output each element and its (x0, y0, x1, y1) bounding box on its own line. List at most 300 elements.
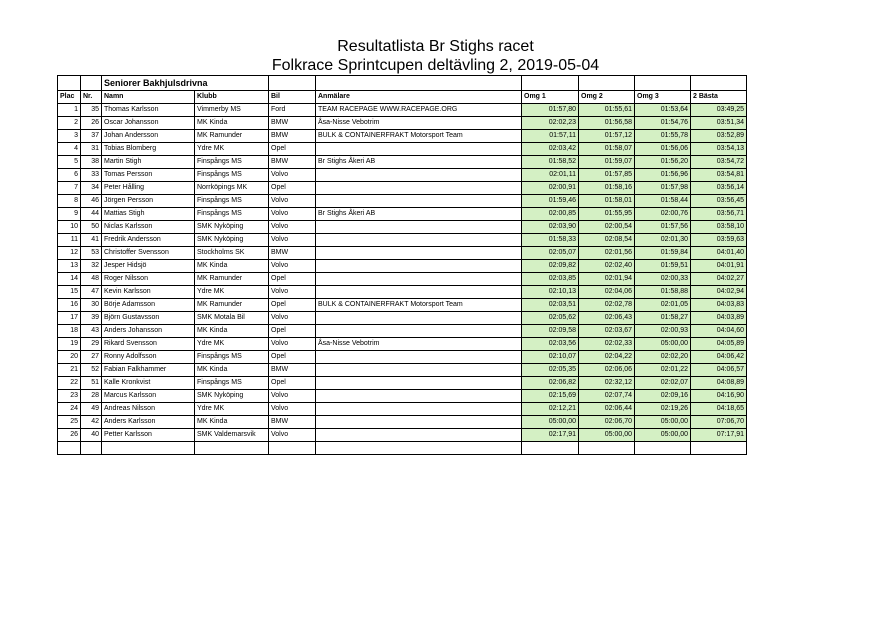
cell-klubb: Finspångs MS (195, 156, 269, 169)
cell-klubb: Ydre MK (195, 403, 269, 416)
cell-namn: Jesper Hidsjö (102, 260, 195, 273)
cell-klubb: Ydre MK (195, 338, 269, 351)
cell-plac: 19 (58, 338, 81, 351)
cell-omg3: 02:09,16 (635, 390, 691, 403)
table-row (58, 390, 747, 403)
results-subtitle: Folkrace Sprintcupen deltävling 2, 2019-05-04 (271, 57, 600, 74)
cell-omg3: 01:59,84 (635, 247, 691, 260)
cell-klubb: MK Kinda (195, 416, 269, 429)
cell-anmalare (316, 221, 522, 234)
cell-2basta: 03:56,45 (691, 195, 747, 208)
cell-2basta: 04:05,89 (691, 338, 747, 351)
cell-omg2: 01:57,85 (579, 169, 635, 182)
cell-omg3: 02:00,33 (635, 273, 691, 286)
cell-omg3: 02:01,05 (635, 299, 691, 312)
cell-anmalare: BULK & CONTAINERFRAKT Motorsport Team (316, 130, 522, 143)
cell-klubb: Finspångs MS (195, 169, 269, 182)
cell-namn: Martin Stigh (102, 156, 195, 169)
cell-omg2: 02:06,70 (579, 416, 635, 429)
cell-klubb: SMK Nyköping (195, 221, 269, 234)
table-row (58, 130, 747, 143)
cell-namn: Anders Karlsson (102, 416, 195, 429)
table-row (58, 247, 747, 260)
cell-omg2: 02:02,33 (579, 338, 635, 351)
cell-anmalare (316, 143, 522, 156)
cell-omg2: 02:06,44 (579, 403, 635, 416)
table-row (58, 260, 747, 273)
cell-2basta: 03:56,14 (691, 182, 747, 195)
cell-omg3: 01:56,20 (635, 156, 691, 169)
cell-omg3: 01:53,64 (635, 104, 691, 117)
cell-omg2: 01:55,61 (579, 104, 635, 117)
cell-omg2: 01:59,07 (579, 156, 635, 169)
cell-klubb: MK Ramunder (195, 130, 269, 143)
cell-klubb: SMK Nyköping (195, 390, 269, 403)
cell-nr: 32 (81, 260, 102, 273)
cell-omg1: 01:58,52 (522, 156, 579, 169)
cell-anmalare (316, 364, 522, 377)
header-omg3: Omg 3 (635, 91, 691, 104)
cell-omg1: 02:09,82 (522, 260, 579, 273)
cell-plac: 7 (58, 182, 81, 195)
cell-nr: 29 (81, 338, 102, 351)
cell-omg2: 02:02,40 (579, 260, 635, 273)
cell-plac: 22 (58, 377, 81, 390)
cell-namn: Johan Andersson (102, 130, 195, 143)
cell-anmalare (316, 286, 522, 299)
cell-klubb: SMK Motala Bil (195, 312, 269, 325)
cell-bil: Opel (269, 325, 316, 338)
cell-namn: Christoffer Svensson (102, 247, 195, 260)
cell-nr: 30 (81, 299, 102, 312)
cell-omg1: 02:10,07 (522, 351, 579, 364)
cell-2basta: 03:49,25 (691, 104, 747, 117)
cell-omg1: 02:15,69 (522, 390, 579, 403)
cell-2basta: 04:08,89 (691, 377, 747, 390)
cell-plac: 21 (58, 364, 81, 377)
cell-2basta: 04:06,57 (691, 364, 747, 377)
cell-plac: 3 (58, 130, 81, 143)
table-row (58, 286, 747, 299)
cell-omg3: 01:55,78 (635, 130, 691, 143)
cell-anmalare (316, 390, 522, 403)
cell-bil: Volvo (269, 260, 316, 273)
cell-bil: Volvo (269, 195, 316, 208)
cell-2basta: 04:03,83 (691, 299, 747, 312)
cell-namn: Mattias Stigh (102, 208, 195, 221)
cell-namn: Kevin Karlsson (102, 286, 195, 299)
header-bil: Bil (269, 91, 316, 104)
cell-nr: 35 (81, 104, 102, 117)
cell-nr: 28 (81, 390, 102, 403)
cell-plac: 24 (58, 403, 81, 416)
cell-nr: 39 (81, 312, 102, 325)
cell-plac: 8 (58, 195, 81, 208)
cell-plac: 10 (58, 221, 81, 234)
cell-plac: 1 (58, 104, 81, 117)
table-row (58, 351, 747, 364)
cell-omg2: 01:57,12 (579, 130, 635, 143)
cell-plac: 23 (58, 390, 81, 403)
cell-omg1: 02:05,07 (522, 247, 579, 260)
cell-plac: 5 (58, 156, 81, 169)
cell-anmalare: Åsa-Nisse Vebotrim (316, 117, 522, 130)
cell-nr: 38 (81, 156, 102, 169)
cell-omg2: 02:08,54 (579, 234, 635, 247)
cell-omg3: 02:01,22 (635, 364, 691, 377)
cell-omg3: 01:57,56 (635, 221, 691, 234)
cell-anmalare (316, 312, 522, 325)
table-row (58, 221, 747, 234)
table-row (58, 416, 747, 429)
cell-anmalare (316, 234, 522, 247)
table-row (58, 234, 747, 247)
cell-namn: Anders Johansson (102, 325, 195, 338)
cell-anmalare: Br Stighs Åkeri AB (316, 156, 522, 169)
cell-2basta: 03:52,89 (691, 130, 747, 143)
cell-2basta: 04:18,65 (691, 403, 747, 416)
cell-bil: Opel (269, 299, 316, 312)
cell-omg3: 02:19,26 (635, 403, 691, 416)
cell-nr: 27 (81, 351, 102, 364)
cell-namn: Petter Karlsson (102, 429, 195, 442)
cell-2basta: 07:17,91 (691, 429, 747, 442)
table-row (58, 195, 747, 208)
cell-omg3: 02:00,76 (635, 208, 691, 221)
cell-plac: 14 (58, 273, 81, 286)
cell-plac: 12 (58, 247, 81, 260)
cell-omg1: 02:00,91 (522, 182, 579, 195)
cell-bil: Volvo (269, 403, 316, 416)
table-row (58, 143, 747, 156)
table-row (58, 364, 747, 377)
cell-klubb: Vimmerby MS (195, 104, 269, 117)
table-row (58, 312, 747, 325)
cell-bil: Volvo (269, 312, 316, 325)
cell-klubb: Finspångs MS (195, 351, 269, 364)
cell-2basta: 04:02,94 (691, 286, 747, 299)
cell-omg3: 02:00,93 (635, 325, 691, 338)
cell-plac: 15 (58, 286, 81, 299)
cell-klubb: Ydre MK (195, 143, 269, 156)
cell-anmalare: TEAM RACEPAGE WWW.RACEPAGE.ORG (316, 104, 522, 117)
cell-namn: Börje Adamsson (102, 299, 195, 312)
results-title: Resultatlista Br Stighs racet (337, 38, 534, 55)
cell-namn: Peter Hålling (102, 182, 195, 195)
cell-anmalare (316, 182, 522, 195)
cell-2basta: 03:54,13 (691, 143, 747, 156)
cell-klubb: Finspångs MS (195, 377, 269, 390)
cell-omg2: 02:00,54 (579, 221, 635, 234)
cell-2basta: 03:51,34 (691, 117, 747, 130)
cell-bil: BMW (269, 117, 316, 130)
cell-omg3: 02:02,07 (635, 377, 691, 390)
cell-namn: Andreas Nilsson (102, 403, 195, 416)
header-2basta: 2 Bästa (691, 91, 747, 104)
cell-nr: 34 (81, 182, 102, 195)
cell-nr: 26 (81, 117, 102, 130)
cell-klubb: Finspångs MS (195, 195, 269, 208)
cell-2basta: 04:03,89 (691, 312, 747, 325)
cell-omg1: 02:03,56 (522, 338, 579, 351)
table-row (58, 169, 747, 182)
cell-bil: Volvo (269, 234, 316, 247)
cell-namn: Ronny Adolfsson (102, 351, 195, 364)
cell-bil: Ford (269, 104, 316, 117)
cell-klubb: MK Ramunder (195, 273, 269, 286)
cell-omg1: 02:05,35 (522, 364, 579, 377)
cell-2basta: 04:02,27 (691, 273, 747, 286)
cell-plac: 18 (58, 325, 81, 338)
cell-namn: Oscar Johansson (102, 117, 195, 130)
cell-omg2: 02:02,78 (579, 299, 635, 312)
cell-bil: Volvo (269, 429, 316, 442)
cell-namn: Fabian Falkhammer (102, 364, 195, 377)
cell-plac: 4 (58, 143, 81, 156)
cell-anmalare (316, 325, 522, 338)
cell-bil: Opel (269, 351, 316, 364)
cell-plac: 25 (58, 416, 81, 429)
cell-anmalare (316, 169, 522, 182)
cell-namn: Kalle Kronkvist (102, 377, 195, 390)
cell-nr: 47 (81, 286, 102, 299)
header-nr: Nr. (81, 91, 102, 104)
cell-anmalare: Br Stighs Åkeri AB (316, 208, 522, 221)
table-row (58, 208, 747, 221)
cell-omg1: 02:10,13 (522, 286, 579, 299)
cell-namn: Tomas Persson (102, 169, 195, 182)
cell-plac: 9 (58, 208, 81, 221)
header-omg2: Omg 2 (579, 91, 635, 104)
table-row (58, 182, 747, 195)
table-row (58, 117, 747, 130)
cell-bil: Opel (269, 182, 316, 195)
cell-omg2: 02:04,06 (579, 286, 635, 299)
cell-omg2: 01:58,16 (579, 182, 635, 195)
cell-omg2: 02:07,74 (579, 390, 635, 403)
cell-bil: BMW (269, 416, 316, 429)
cell-omg3: 05:00,00 (635, 429, 691, 442)
cell-klubb: MK Kinda (195, 364, 269, 377)
header-anmalare: Anmälare (316, 91, 522, 104)
cell-2basta: 03:56,71 (691, 208, 747, 221)
cell-bil: Opel (269, 377, 316, 390)
cell-namn: Thomas Karlsson (102, 104, 195, 117)
cell-nr: 53 (81, 247, 102, 260)
cell-plac: 26 (58, 429, 81, 442)
cell-namn: Marcus Karlsson (102, 390, 195, 403)
cell-plac: 2 (58, 117, 81, 130)
cell-anmalare (316, 416, 522, 429)
cell-anmalare (316, 351, 522, 364)
table-row (58, 104, 747, 117)
cell-omg2: 02:06,43 (579, 312, 635, 325)
cell-omg2: 01:56,58 (579, 117, 635, 130)
table-row (58, 156, 747, 169)
cell-klubb: SMK Valdemarsvik (195, 429, 269, 442)
cell-namn: Fredrik Andersson (102, 234, 195, 247)
cell-omg1: 02:09,58 (522, 325, 579, 338)
cell-bil: BMW (269, 364, 316, 377)
cell-nr: 31 (81, 143, 102, 156)
cell-2basta: 07:06,70 (691, 416, 747, 429)
cell-omg1: 01:59,46 (522, 195, 579, 208)
cell-bil: BMW (269, 130, 316, 143)
table-row (58, 325, 747, 338)
cell-2basta: 03:59,63 (691, 234, 747, 247)
cell-omg1: 02:06,82 (522, 377, 579, 390)
cell-namn: Roger Nilsson (102, 273, 195, 286)
category-label: Seniorer Bakhjulsdrivna (102, 76, 269, 91)
cell-omg1: 01:57,11 (522, 130, 579, 143)
cell-nr: 37 (81, 130, 102, 143)
cell-omg1: 01:57,80 (522, 104, 579, 117)
cell-omg3: 01:58,44 (635, 195, 691, 208)
cell-anmalare: Åsa-Nisse Vebotrim (316, 338, 522, 351)
header-namn: Namn (102, 91, 195, 104)
cell-klubb: Stockholms SK (195, 247, 269, 260)
cell-omg3: 05:00,00 (635, 338, 691, 351)
cell-omg1: 02:03,85 (522, 273, 579, 286)
cell-klubb: MK Ramunder (195, 299, 269, 312)
cell-klubb: Finspångs MS (195, 208, 269, 221)
cell-omg1: 02:00,85 (522, 208, 579, 221)
cell-anmalare: BULK & CONTAINERFRAKT Motorsport Team (316, 299, 522, 312)
table-row (58, 429, 747, 442)
cell-namn: Björn Gustavsson (102, 312, 195, 325)
cell-omg2: 01:58,07 (579, 143, 635, 156)
cell-2basta: 04:01,40 (691, 247, 747, 260)
cell-nr: 40 (81, 429, 102, 442)
cell-omg3: 01:58,88 (635, 286, 691, 299)
cell-bil: BMW (269, 156, 316, 169)
cell-omg3: 01:58,27 (635, 312, 691, 325)
cell-omg3: 02:01,30 (635, 234, 691, 247)
cell-omg1: 02:05,62 (522, 312, 579, 325)
header-omg1: Omg 1 (522, 91, 579, 104)
cell-bil: Volvo (269, 169, 316, 182)
cell-omg1: 05:00,00 (522, 416, 579, 429)
cell-anmalare (316, 260, 522, 273)
header-klubb: Klubb (195, 91, 269, 104)
results-table (57, 75, 747, 455)
cell-nr: 43 (81, 325, 102, 338)
cell-bil: Volvo (269, 221, 316, 234)
empty-row (58, 442, 747, 455)
cell-plac: 16 (58, 299, 81, 312)
cell-omg2: 02:32,12 (579, 377, 635, 390)
cell-nr: 50 (81, 221, 102, 234)
cell-nr: 41 (81, 234, 102, 247)
cell-omg3: 05:00,00 (635, 416, 691, 429)
cell-plac: 13 (58, 260, 81, 273)
cell-omg1: 02:17,91 (522, 429, 579, 442)
cell-omg2: 01:58,01 (579, 195, 635, 208)
cell-klubb: MK Kinda (195, 117, 269, 130)
cell-omg1: 01:58,33 (522, 234, 579, 247)
cell-omg2: 02:06,06 (579, 364, 635, 377)
cell-bil: Volvo (269, 390, 316, 403)
cell-omg2: 02:01,56 (579, 247, 635, 260)
cell-nr: 33 (81, 169, 102, 182)
cell-plac: 6 (58, 169, 81, 182)
table-row (58, 403, 747, 416)
cell-bil: BMW (269, 247, 316, 260)
cell-anmalare (316, 429, 522, 442)
table-row (58, 299, 747, 312)
cell-2basta: 04:04,60 (691, 325, 747, 338)
cell-klubb: MK Kinda (195, 325, 269, 338)
cell-nr: 52 (81, 364, 102, 377)
cell-omg2: 01:55,95 (579, 208, 635, 221)
cell-anmalare (316, 273, 522, 286)
cell-omg1: 02:12,21 (522, 403, 579, 416)
cell-anmalare (316, 377, 522, 390)
cell-plac: 17 (58, 312, 81, 325)
cell-2basta: 04:16,90 (691, 390, 747, 403)
cell-nr: 51 (81, 377, 102, 390)
cell-anmalare (316, 403, 522, 416)
cell-klubb: Ydre MK (195, 286, 269, 299)
cell-2basta: 04:01,91 (691, 260, 747, 273)
cell-nr: 49 (81, 403, 102, 416)
header-plac: Plac (58, 91, 81, 104)
cell-omg2: 02:01,94 (579, 273, 635, 286)
table-row (58, 338, 747, 351)
cell-omg1: 02:02,23 (522, 117, 579, 130)
cell-omg3: 01:59,51 (635, 260, 691, 273)
cell-omg3: 02:02,20 (635, 351, 691, 364)
cell-2basta: 03:54,72 (691, 156, 747, 169)
cell-bil: Opel (269, 143, 316, 156)
table-row (58, 377, 747, 390)
cell-anmalare (316, 195, 522, 208)
cell-namn: Niclas Karlsson (102, 221, 195, 234)
cell-omg1: 02:01,11 (522, 169, 579, 182)
cell-bil: Opel (269, 273, 316, 286)
cell-omg3: 01:54,76 (635, 117, 691, 130)
cell-omg2: 02:04,22 (579, 351, 635, 364)
cell-anmalare (316, 247, 522, 260)
cell-namn: Tobias Blomberg (102, 143, 195, 156)
cell-omg3: 01:56,96 (635, 169, 691, 182)
cell-2basta: 03:54,81 (691, 169, 747, 182)
category-row (58, 76, 747, 91)
cell-plac: 11 (58, 234, 81, 247)
cell-bil: Volvo (269, 286, 316, 299)
cell-omg3: 01:56,06 (635, 143, 691, 156)
cell-2basta: 04:06,42 (691, 351, 747, 364)
cell-omg3: 01:57,98 (635, 182, 691, 195)
cell-namn: Rikard Svensson (102, 338, 195, 351)
cell-klubb: SMK Nyköping (195, 234, 269, 247)
cell-klubb: Norrköpings MK (195, 182, 269, 195)
cell-2basta: 03:58,10 (691, 221, 747, 234)
cell-bil: Volvo (269, 208, 316, 221)
cell-nr: 44 (81, 208, 102, 221)
cell-omg1: 02:03,42 (522, 143, 579, 156)
cell-bil: Volvo (269, 338, 316, 351)
cell-nr: 42 (81, 416, 102, 429)
cell-plac: 20 (58, 351, 81, 364)
cell-omg2: 05:00,00 (579, 429, 635, 442)
cell-nr: 48 (81, 273, 102, 286)
cell-omg1: 02:03,51 (522, 299, 579, 312)
table-row (58, 273, 747, 286)
cell-omg1: 02:03,90 (522, 221, 579, 234)
cell-klubb: MK Kinda (195, 260, 269, 273)
cell-omg2: 02:03,67 (579, 325, 635, 338)
